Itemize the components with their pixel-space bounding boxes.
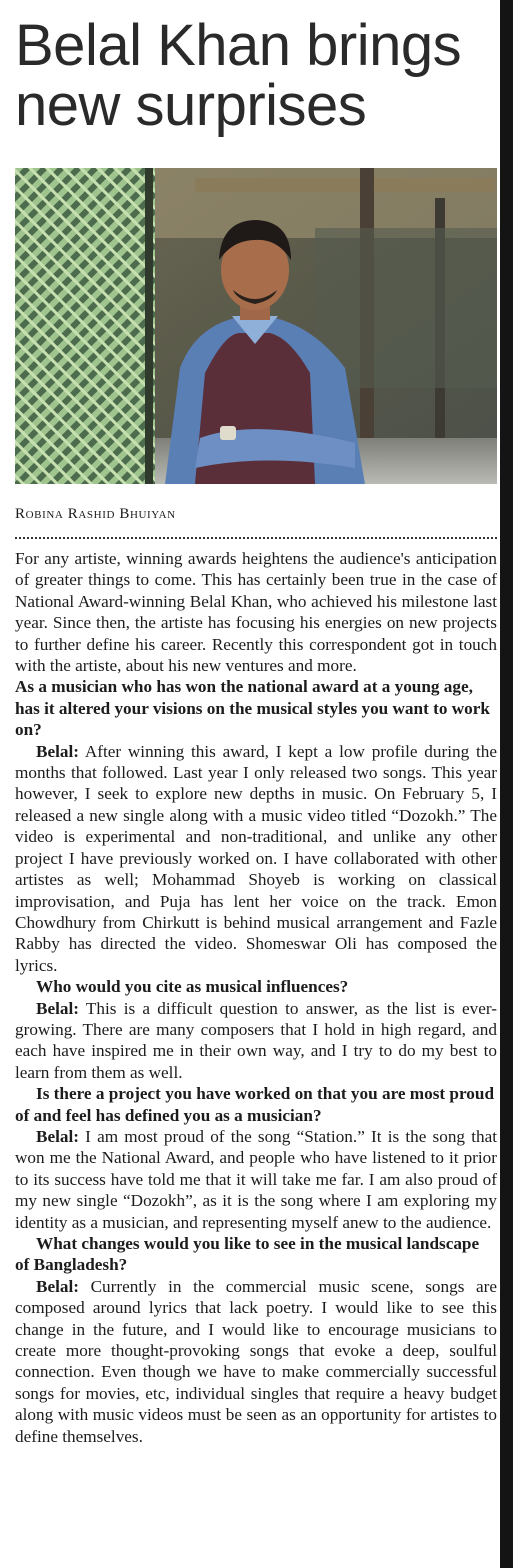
article: [15, 0, 497, 1446]
speaker-label: Belal:: [36, 1276, 79, 1296]
speaker-label: Belal:: [36, 741, 79, 761]
answer-text: Currently in the commercial music scene, songs are composed around lyrics that lack poetry. I would like to see this change in the future, and I would like to encourage musicians to create more thought-provoking songs that evoke a deep, soulful connection. Even though we have to make commercially successful songs for movies, etc, individual singles that require a heavy budget along with music videos must be seen as an opportunity for artistes to define themselves.: [15, 1276, 497, 1446]
byline-divider: [15, 537, 497, 539]
interview-question: What changes would you like to see in the musical landscape of Bangladesh?: [15, 1234, 480, 1275]
answer-text: I am most proud of the song “Station.” It is the song that won me the National Award, and people who have listened to it prior to its success have told me that it will take me far. I am also proud of my new single “Dozokh”, as it is the song where I am exploring my identity as a musician, and representing myself anew to the audience.: [15, 1126, 497, 1232]
interview-question: Who would you cite as musical influences?: [36, 977, 349, 997]
speaker-label: Belal:: [36, 998, 79, 1018]
interview-answer: [15, 741, 497, 976]
intro-paragraph: For any artiste, winning awards heightens the audience's anticipation of greater things to come. This has certainly been true in the case of National Award-winning Belal Khan, who achieved his milestone last year. Since then, the artiste has focusing his energies on new projects to further define his career. Recently this correspondent got in touch with the artiste, about his new ventures and more.: [15, 549, 497, 676]
page-edge-bar: [500, 0, 513, 1568]
byline: Robina Rashid Bhuiyan: [15, 506, 176, 522]
interview-answer: [15, 1276, 497, 1447]
headline: Belal Khan brings new surprises: [15, 13, 462, 138]
article-photo: [15, 168, 497, 484]
answer-text: After winning this award, I kept a low profile during the months that followed. Last year I only released two songs. This year however, I seek to explore new depths in music. On February 5, I released a new single along with a music video titled “Dozokh.” The video is experimental and non-traditional, and unlike any other project I have previously worked on. I have collaborated with other artistes as well; Mohammad Shoyeb is working on classical improvisation, and Puja has lent her voice on the track. Emon Chowdhury from Chirkutt is behind musical arrangement and Fazle Rabby has directed the video. Shomeswar Oli has composed the lyrics.: [15, 741, 497, 975]
speaker-label: Belal:: [36, 1126, 79, 1146]
article-body: [15, 548, 497, 1447]
interview-answer: [15, 998, 497, 1084]
interview-question: Is there a project you have worked on that you are most proud of and feel has defined you as a musician?: [15, 1084, 495, 1125]
interview-question: As a musician who has won the national award at a young age, has it altered your visions on the musical styles you want to work on?: [15, 677, 490, 740]
answer-text: This is a difficult question to answer, as the list is ever-growing. There are many composers that I hold in high regard, and each have inspired me in their own way, and I try to do my best to learn from them as well.: [15, 998, 497, 1082]
interview-answer: [15, 1126, 497, 1233]
